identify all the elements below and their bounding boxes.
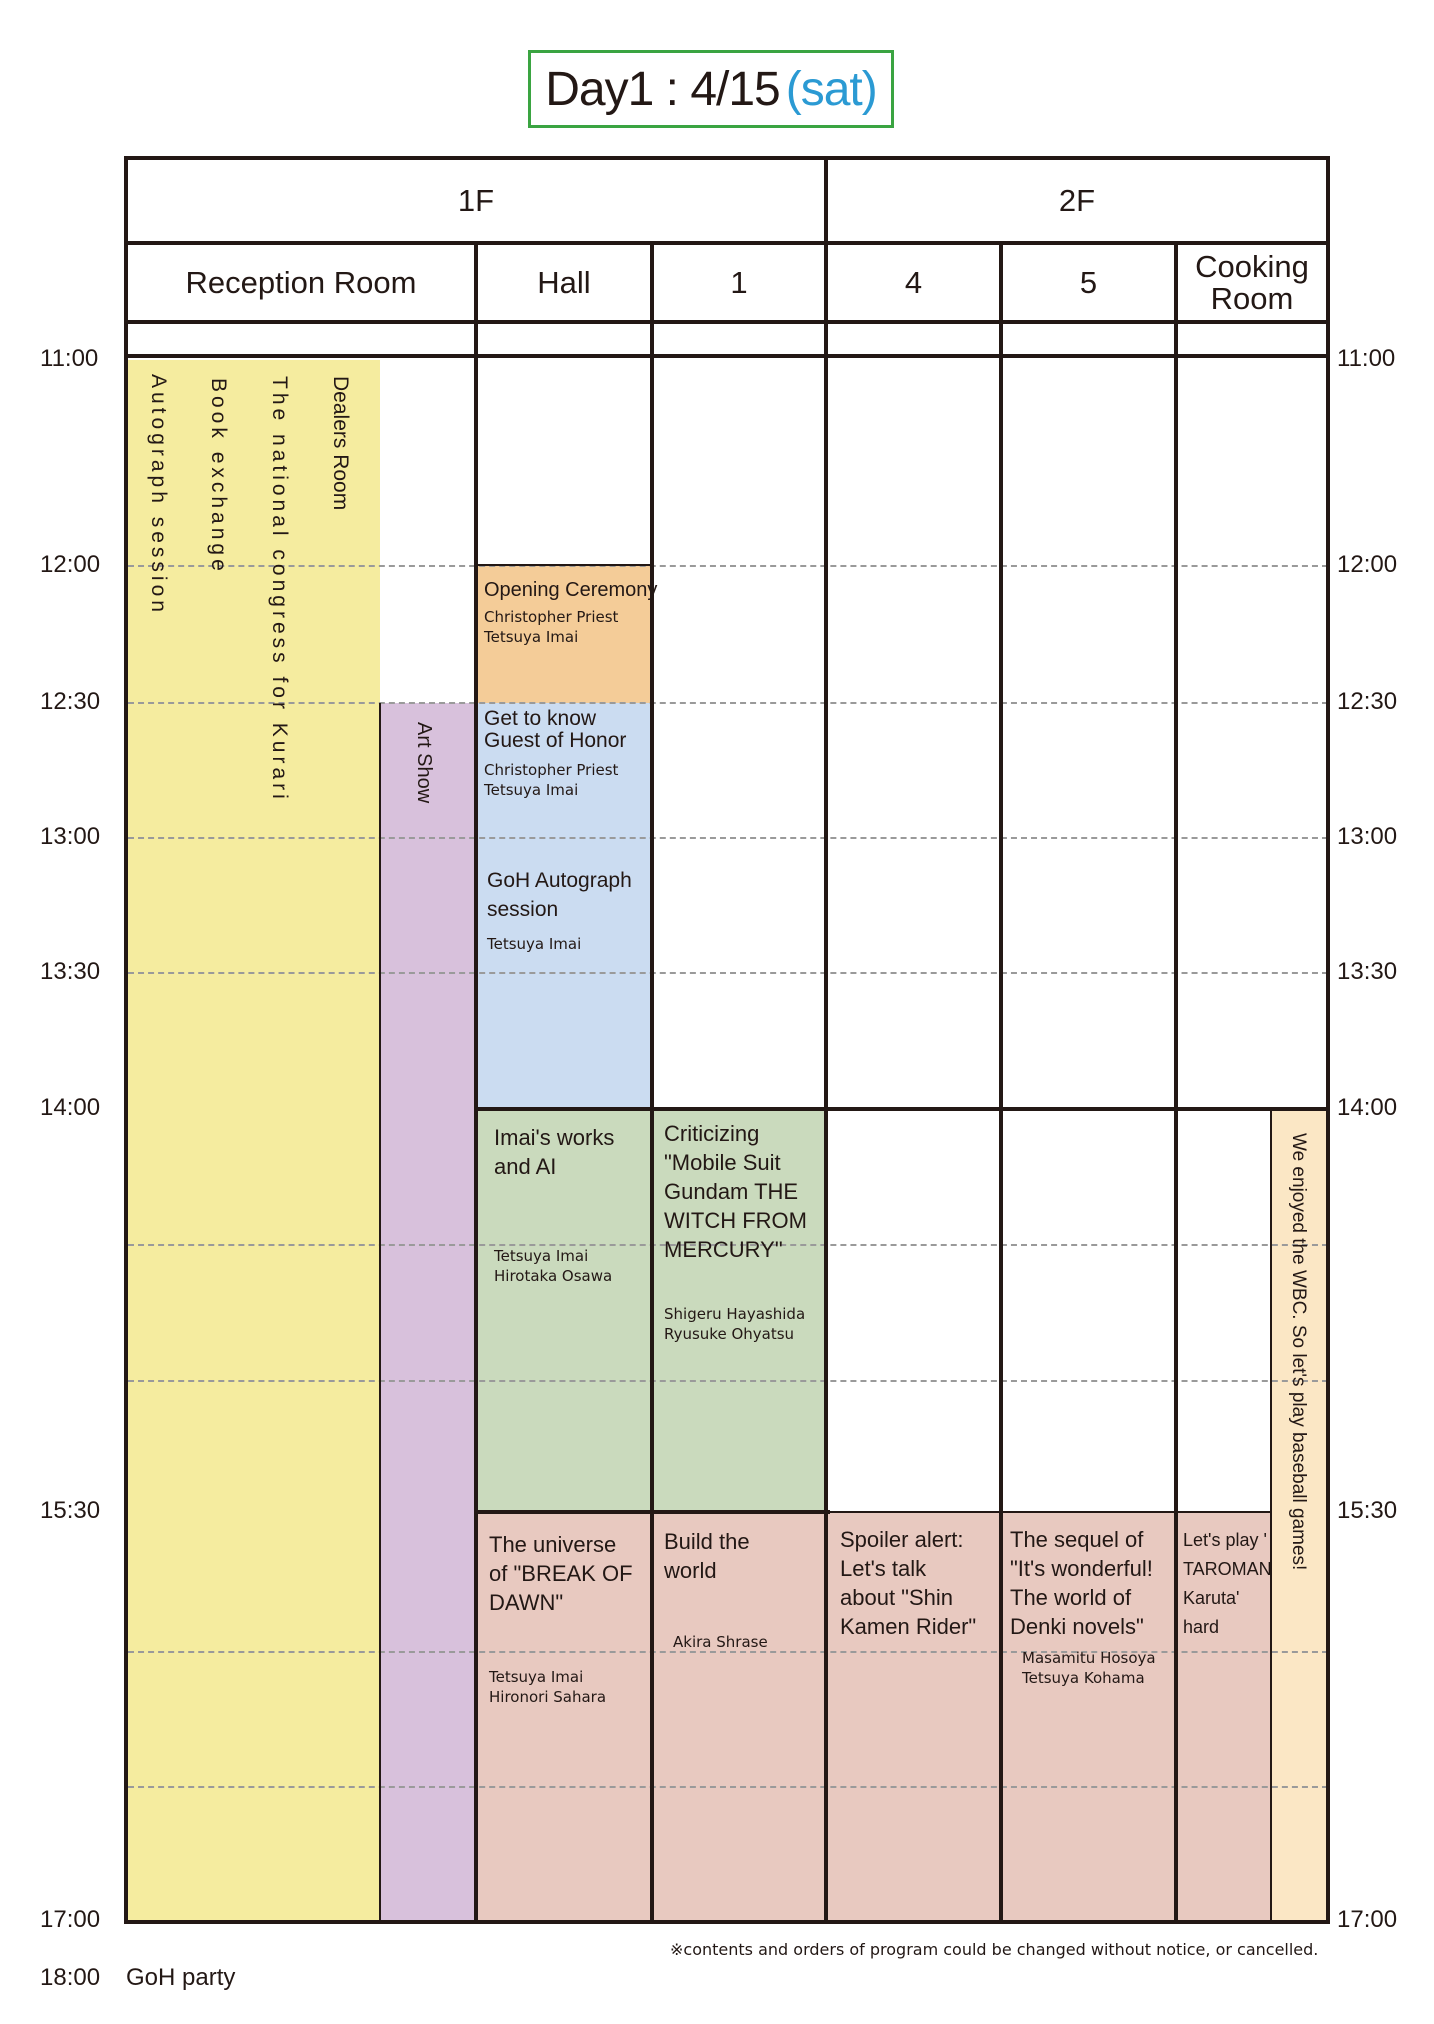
time-label-1400: 14:00 <box>40 1094 101 1121</box>
time-label-1230: 12:30 <box>40 688 101 715</box>
goh-autograph-names <box>487 934 652 954</box>
build-world-names <box>664 1632 826 1652</box>
opening-ceremony-names <box>484 607 652 647</box>
taroman-karuta <box>1183 1526 1271 1642</box>
time-label-1330: 13:30 <box>40 958 101 985</box>
time-label-1100: 11:00 <box>40 345 99 372</box>
opening-ceremony <box>484 576 658 647</box>
imai-title-line1: Imai's works <box>494 1125 615 1150</box>
dawn-title-line3: DAWN" <box>489 1590 564 1615</box>
gridline-1630 <box>128 1786 1328 1788</box>
imai-works-ai-names <box>494 1246 652 1286</box>
taroman-title-line4: hard <box>1183 1617 1220 1637</box>
gundam-title-line5: MERCURY" <box>664 1237 783 1262</box>
art-show-label: Art Show <box>413 722 435 804</box>
opening-ceremony-title: Opening Ceremony <box>484 579 658 601</box>
guest-name-2: Tetsuya Imai <box>484 781 579 799</box>
time-label-1700: 17:00 <box>40 1906 101 1933</box>
room-4: 4 <box>904 264 923 300</box>
wbc-baseball-games: We enjoyed the WBC. So let's play baseball games! <box>1288 1133 1309 1571</box>
break-of-dawn-names <box>489 1667 652 1707</box>
room-reception: Reception Room <box>185 264 417 300</box>
guest-of-honor <box>484 708 652 800</box>
hall-left-line <box>474 241 478 1924</box>
wbc-left-edge <box>1270 1111 1272 1920</box>
gundam-title-line3: Gundam THE <box>664 1179 799 1204</box>
kamen-rider-title <box>840 1525 1000 1641</box>
dawn-name-1: Tetsuya Imai <box>489 1668 584 1686</box>
guest-title-line1: Get to know <box>484 707 597 730</box>
imai-name-2: Hirotaka Osawa <box>494 1267 613 1285</box>
opening-name-2: Tetsuya Imai <box>484 628 579 646</box>
denki-title-line1: The sequel of <box>1010 1527 1144 1552</box>
imai-works-ai <box>494 1123 652 1286</box>
guest-title-line2: Guest of Honor <box>484 729 627 752</box>
room-hall: Hall <box>537 264 591 300</box>
goh-autograph-title-line2: session <box>487 898 559 921</box>
title-day: Day1 : 4/15 <box>545 62 780 116</box>
imai-name-1: Tetsuya Imai <box>494 1247 589 1265</box>
break-of-dawn-title <box>489 1530 652 1617</box>
footer-goh-party: GoH party <box>126 1964 236 1991</box>
time-label-right-1700: 17:00 <box>1337 1906 1398 1933</box>
title-weekday: (sat) <box>785 62 877 116</box>
kamen-title-line2: Let's talk <box>840 1556 927 1581</box>
denki-names <box>1010 1648 1175 1688</box>
gundam-title-line2: "Mobile Suit <box>664 1150 781 1175</box>
time-label-right-1330: 13:30 <box>1337 958 1398 985</box>
kamen-title-line3: about "Shin <box>840 1585 954 1610</box>
goh-autograph-title <box>487 866 652 924</box>
dealers-room-label: Dealers Room <box>329 376 352 511</box>
build-the-world <box>664 1527 826 1652</box>
table-left-border <box>124 156 128 1924</box>
floor-2f-label: 2F <box>1058 182 1096 218</box>
kamen-title-line4: Kamen Rider" <box>840 1614 977 1639</box>
taroman-title-line1: Let's play ' <box>1183 1530 1267 1550</box>
room-cooking-line1: Cooking <box>1195 248 1309 284</box>
table-right-border <box>1326 156 1330 1924</box>
denki-title <box>1010 1525 1175 1641</box>
room-cooking <box>1178 245 1326 320</box>
build-world-title <box>664 1527 826 1585</box>
art-show-block <box>380 703 476 1920</box>
gundam-title <box>664 1119 826 1264</box>
dawn-title-line1: The universe <box>489 1532 617 1557</box>
imai-title-line2: and AI <box>494 1154 557 1179</box>
kamen-title-line1: Spoiler alert: <box>840 1527 964 1552</box>
gridline-1330 <box>128 972 1328 974</box>
autograph-session-label: Autograph session <box>147 374 170 616</box>
goh-autograph-session <box>487 866 652 954</box>
gundam-title-line4: WITCH FROM <box>664 1208 807 1233</box>
header-bottom <box>124 354 1330 358</box>
gundam-names <box>664 1304 826 1344</box>
build-name-1: Akira Shrase <box>673 1633 768 1651</box>
build-title-line1: Build the <box>664 1529 750 1554</box>
taroman-title <box>1183 1526 1271 1642</box>
time-label-1300: 13:00 <box>40 823 101 850</box>
table-bottom-border <box>124 1920 1330 1924</box>
denki-title-line4: Denki novels" <box>1010 1614 1144 1639</box>
taroman-title-line2: TAROMAN <box>1183 1559 1272 1579</box>
time-label-1530: 15:30 <box>40 1497 101 1524</box>
book-exchange-label: Book exchange <box>207 378 230 575</box>
imai-works-ai-title <box>494 1123 652 1181</box>
room5-left-line <box>999 241 1003 1924</box>
gundam-critique <box>664 1119 826 1344</box>
page-title <box>528 50 894 128</box>
denki-novels <box>1010 1525 1175 1688</box>
gridline-1300 <box>128 837 1328 839</box>
guest-of-honor-names <box>484 760 652 800</box>
time-label-right-1400: 14:00 <box>1337 1094 1398 1121</box>
floor-1f-label: 1F <box>457 182 495 218</box>
dawn-title-line2: of "BREAK OF <box>489 1561 633 1586</box>
gundam-name-1: Shigeru Hayashida <box>664 1305 806 1323</box>
room-cooking-line2: Room <box>1210 280 1294 316</box>
opening-top-edge <box>478 564 652 566</box>
time-label-right-1230: 12:30 <box>1337 688 1398 715</box>
time-label-1200: 12:00 <box>40 551 101 578</box>
taroman-title-line3: Karuta' <box>1183 1588 1240 1608</box>
time-label-right-1100: 11:00 <box>1337 345 1396 372</box>
room-5: 5 <box>1079 264 1098 300</box>
floor-divider <box>824 156 828 1924</box>
denki-title-line2: "It's wonderful! <box>1010 1556 1153 1581</box>
change-notice: ※contents and orders of program could be changed without notice, or cancelled. <box>670 1940 1319 1959</box>
opening-name-1: Christopher Priest <box>484 608 619 626</box>
break-of-dawn <box>489 1530 652 1707</box>
goh-autograph-title-line1: GoH Autograph <box>487 869 632 892</box>
gundam-name-2: Ryusuke Ohyatsu <box>664 1325 795 1343</box>
room-1: 1 <box>730 264 748 300</box>
room-row-bottom <box>124 320 1330 324</box>
gridline-1200 <box>128 565 1328 567</box>
gundam-title-line1: Criticizing <box>664 1121 760 1146</box>
build-title-line2: world <box>664 1558 717 1583</box>
national-congress-label: The national congress for Kurari <box>268 376 291 803</box>
guest-name-1: Christopher Priest <box>484 761 619 779</box>
dawn-name-2: Hironori Sahara <box>489 1688 607 1706</box>
guest-of-honor-title <box>484 708 652 752</box>
line-1400 <box>476 1107 1330 1111</box>
shin-kamen-rider <box>840 1525 1000 1641</box>
art-show-left-edge <box>379 703 381 1920</box>
footer-time: 18:00 <box>40 1964 101 1991</box>
time-label-right-1300: 13:00 <box>1337 823 1398 850</box>
time-label-right-1530: 15:30 <box>1337 1497 1398 1524</box>
denki-name-2: Tetsuya Kohama <box>1022 1669 1145 1687</box>
time-label-right-1200: 12:00 <box>1337 551 1398 578</box>
denki-name-1: Masamitu Hosoya <box>1022 1649 1156 1667</box>
denki-title-line3: The world of <box>1010 1585 1132 1610</box>
goh-autograph-name-1: Tetsuya Imai <box>487 935 582 953</box>
gridline-1230 <box>128 702 1328 704</box>
gridline-1500 <box>128 1380 1328 1382</box>
